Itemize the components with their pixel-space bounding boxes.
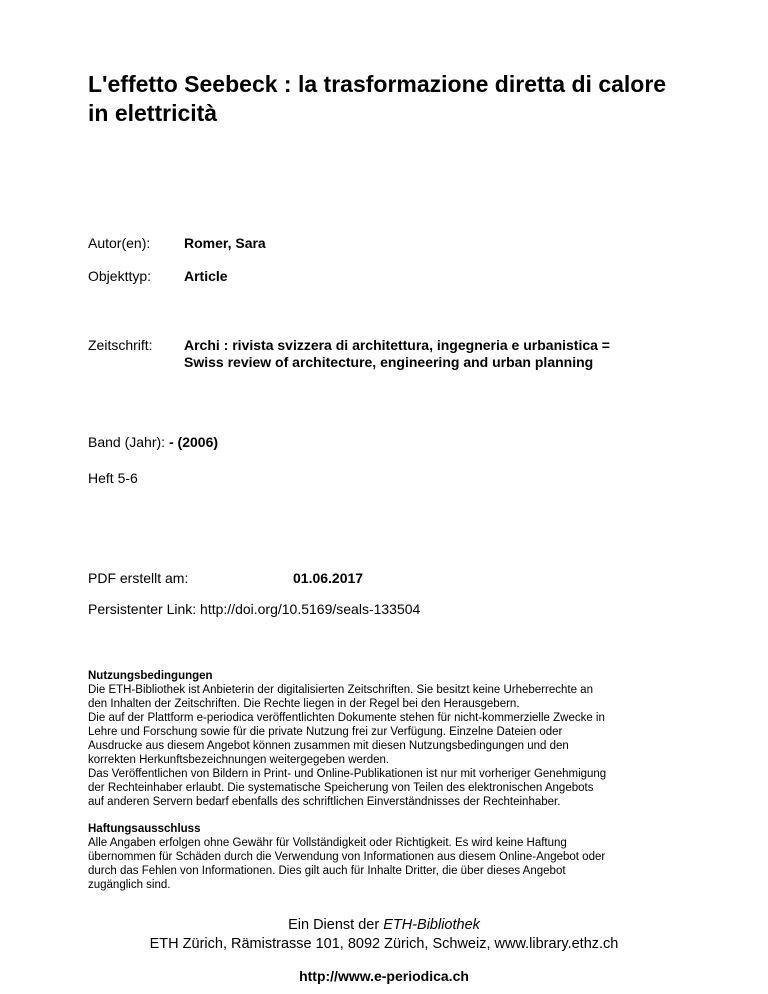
e-periodica-link[interactable]: http://www.e-periodica.ch bbox=[299, 968, 469, 984]
author-value: Romer, Sara bbox=[184, 235, 266, 251]
service-line bbox=[0, 916, 768, 935]
terms-line: den Inhalten der Zeitschriften. Die Rechte liegen in der Regel bei den Herausgebern. bbox=[88, 698, 520, 710]
persistent-link[interactable]: Persistenter Link: http://doi.org/10.5169/seals-133504 bbox=[88, 601, 421, 617]
liability-section bbox=[88, 822, 688, 892]
type-label: Objekttyp: bbox=[88, 268, 152, 284]
terms-section bbox=[88, 669, 688, 809]
liability-heading: Haftungsausschluss bbox=[88, 823, 201, 835]
liability-line: Alle Angaben erfolgen ohne Gewähr für Vollständigkeit oder Richtigkeit. Es wird keine Haftung bbox=[88, 837, 567, 849]
journal-label: Zeitschrift: bbox=[88, 337, 153, 353]
volume-value: - (2006) bbox=[169, 434, 219, 450]
liability-line: übernommen für Schäden durch die Verwendung von Informationen aus diesem Online-Angebot oder bbox=[88, 851, 606, 863]
terms-line: korrekten Herkunftsbezeichnungen weitergegeben werden. bbox=[88, 754, 390, 766]
terms-line: Die ETH-Bibliothek ist Anbieterin der digitalisierten Zeitschriften. Sie besitzt keine Urheberrechte an bbox=[88, 684, 593, 696]
terms-line: Ausdrucke aus diesem Angebot können zusammen mit diesen Nutzungsbedingungen und den bbox=[88, 740, 569, 752]
terms-line: Die auf der Plattform e-periodica veröffentlichten Dokumente stehen für nicht-kommerzielle Zwecke in bbox=[88, 712, 605, 724]
terms-line: Lehre und Forschung sowie für die private Nutzung frei zur Verfügung. Einzelne Dateien oder bbox=[88, 726, 563, 738]
liability-line: durch das Fehlen von Informationen. Dies gilt auch für Inhalte Dritter, die über dieses Angebot bbox=[88, 865, 566, 877]
volume-label: Band (Jahr): bbox=[88, 434, 166, 450]
author-label: Autor(en): bbox=[88, 235, 151, 251]
terms-line: Das Veröffentlichen von Bildern in Print- und Online-Publikationen ist nur mit vorheriger Genehmigung bbox=[88, 768, 607, 780]
pdf-created-label: PDF erstellt am: bbox=[88, 570, 189, 586]
type-value: Article bbox=[184, 268, 228, 284]
service-name: ETH-Bibliothek bbox=[383, 917, 480, 933]
journal-value-line2: Swiss review of architecture, engineering and urban planning bbox=[184, 354, 594, 370]
journal-value-line1: Archi : rivista svizzera di architettura, ingegneria e urbanistica = bbox=[184, 337, 610, 353]
issue-text: Heft 5-6 bbox=[88, 470, 138, 486]
library-address: ETH Zürich, Rämistrasse 101, 8092 Zürich, Schweiz, www.library.ethz.ch bbox=[149, 936, 619, 952]
document-title: L'effetto Seebeck : la trasformazione diretta di calore in elettricità bbox=[88, 71, 667, 126]
liability-line: zugänglich sind. bbox=[88, 879, 171, 891]
terms-line: der Rechteinhaber erlaubt. Die systematische Speicherung von Teilen des elektronischen Angebots bbox=[88, 782, 594, 794]
terms-line: auf anderen Servern bedarf ebenfalls des schriftlichen Einverständnisses der Rechteinhaber. bbox=[88, 796, 561, 808]
service-prefix: Ein Dienst der bbox=[288, 917, 384, 933]
terms-heading: Nutzungsbedingungen bbox=[88, 670, 213, 682]
pdf-created-value: 01.06.2017 bbox=[293, 570, 364, 586]
